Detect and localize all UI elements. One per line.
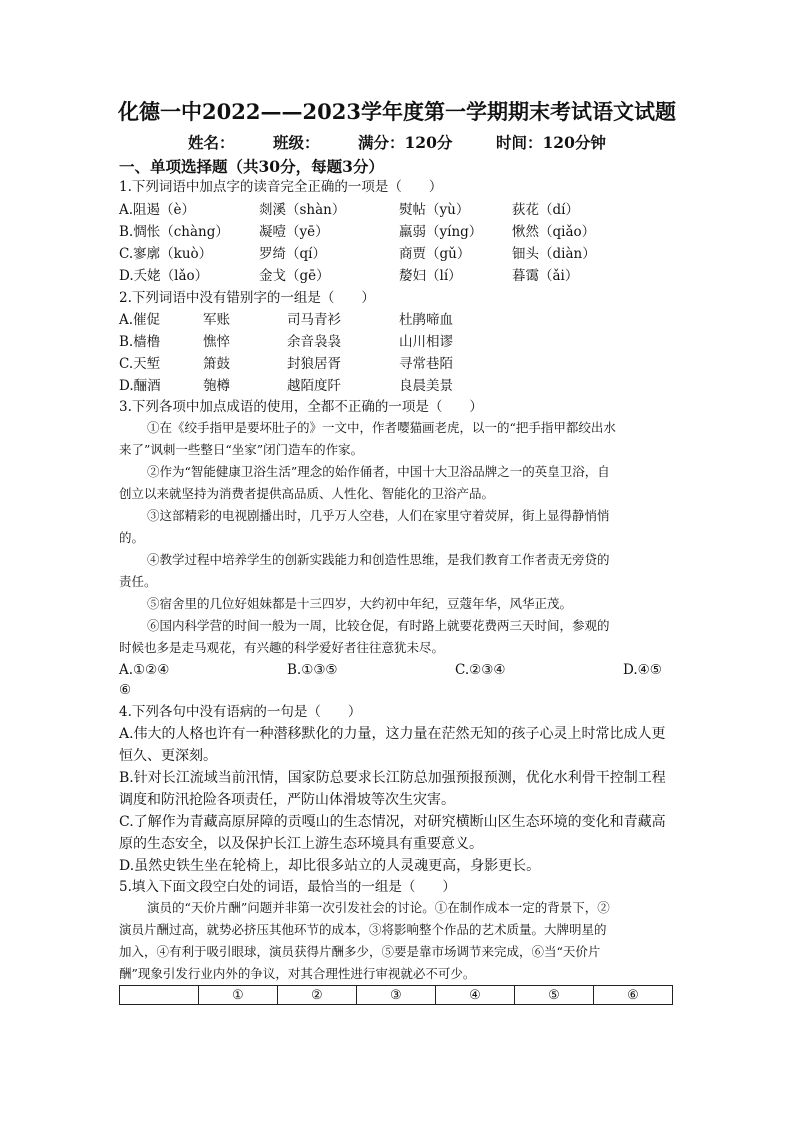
option-cell: 军账 xyxy=(203,312,230,328)
class-label: 班级： xyxy=(273,133,320,152)
question-3-stem: 3.下列各项中加点成语的使用，全都不正确的一项是（ ） xyxy=(119,399,483,415)
option-cell: 嫠妇（lí） xyxy=(399,268,462,284)
option-cell: 箫鼓 xyxy=(203,356,230,372)
table-cell: ⑤ xyxy=(514,986,593,1005)
option-cell: D.夭姥（lǎo） xyxy=(119,268,209,284)
option-cell: A.①②④ xyxy=(119,662,170,678)
question-4-line: C.了解作为青藏高原屏障的贡嘎山的生态情况，对研究横断山区生态环境的变化和青藏高 xyxy=(119,814,666,830)
question-3-line: 责任。 xyxy=(119,574,157,589)
score-label: 满分：120分 xyxy=(358,133,453,152)
option-cell: 余音袅袅 xyxy=(287,334,341,350)
option-cell: C.天堑 xyxy=(119,356,161,372)
table-row xyxy=(120,986,673,1005)
question-5-line: 酬”现象引发行业内外的争议，对其合理性进行审视就必不可少。 xyxy=(119,966,476,981)
option-cell: 司马青衫 xyxy=(287,312,341,328)
option-cell: 罗绮（qí） xyxy=(259,246,326,262)
question-4-line: 调度和防汛抢险各项责任，严防山体滑坡等次生灾害。 xyxy=(119,792,455,808)
question-4-line: 恒久、更深刻。 xyxy=(119,748,217,764)
question-4-line: D.虽然史铁生坐在轮椅上，却比很多站立的人灵魂更高，身影更长。 xyxy=(119,858,541,874)
table-cell: ⑥ xyxy=(593,986,672,1005)
option-cell: 剡溪（shàn） xyxy=(259,202,346,218)
question-3-line: ③这部精彩的电视剧播出时，几乎万人空巷，人们在家里守着荧屏，街上显得静悄悄 xyxy=(147,508,610,523)
option-cell: 钿头（diàn） xyxy=(512,246,596,262)
question-5-stem: 5.填入下面文段空白处的词语，最恰当的一组是（ ） xyxy=(119,879,456,895)
question-3-line: 时候也多是走马观花，有兴趣的科学爱好者往往意犹未尽。 xyxy=(119,640,445,655)
answer-table xyxy=(119,985,673,1005)
option-cell: 越陌度阡 xyxy=(287,378,341,394)
option-cell: A.阻遏（è） xyxy=(119,202,196,218)
question-3-line: ④教学过程中培养学生的创新实践能力和创造性思维，是我们教育工作者责无旁贷的 xyxy=(147,552,610,567)
table-cell: ④ xyxy=(435,986,514,1005)
option-cell: 寻常巷陌 xyxy=(399,356,453,372)
table-cell: ③ xyxy=(356,986,435,1005)
question-1-stem: 1.下列词语中加点字的读音完全正确的一项是（ ） xyxy=(119,179,443,195)
question-3-line: ②作为“智能健康卫浴生活”理念的始作俑者，中国十大卫浴品牌之一的英皇卫浴，自 xyxy=(147,464,610,479)
option-cell: 匏樽 xyxy=(203,378,230,394)
option-cell: 金戈（gē） xyxy=(259,268,330,284)
question-3-line: 创立以来就坚持为消费者提供高品质、人性化、智能化的卫浴产品。 xyxy=(119,486,495,501)
question-4-line: A.伟大的人格也许有一种潜移默化的力量，这力量在茫然无知的孩子心灵上时常比成人更 xyxy=(119,726,666,742)
question-3-line: ⑥国内科学营的时间一般为一周，比较仓促，有时路上就要花费两三天时间，参观的 xyxy=(147,618,610,633)
question-5-line: 加入，④有利于吸引眼球，演员获得片酬多少，⑤要是靠市场调节来完成，⑥当“天价片 xyxy=(119,944,601,959)
option-cell: 商贾（gǔ） xyxy=(399,246,471,262)
option-cell: 封狼居胥 xyxy=(287,356,341,372)
question-3-line: 来了”讽刺一些整日“坐家”闭门造车的作家。 xyxy=(119,442,364,457)
question-3-line: 的。 xyxy=(119,530,145,545)
option-cell: 憔悴 xyxy=(203,334,230,350)
question-3-line: ①在《绞手指甲是要坏肚子的》一文中，作者嘤猫画老虎，以一的“把手指甲都绞出水 xyxy=(147,420,616,435)
option-cell: 凝噎（yē） xyxy=(259,224,329,240)
option-cell: C.②③④ xyxy=(455,662,506,678)
option-cell: B.①③⑤ xyxy=(287,662,338,678)
option-cell: 山川相谬 xyxy=(399,334,453,350)
option-cell: D.④⑤ xyxy=(623,662,662,678)
question-5-line: 演员的“天价片酬”问题并非第一次引发社会的讨论。①在制作成本一定的背景下，② xyxy=(147,900,610,915)
option-cell: B.樯橹 xyxy=(119,334,161,350)
question-4-stem: 4.下列各句中没有语病的一句是（ ） xyxy=(119,704,362,720)
option-cell: 暮霭（ǎi） xyxy=(512,268,579,284)
option-cell: 杜鹃啼血 xyxy=(399,312,453,328)
table-cell: ① xyxy=(198,986,277,1005)
question-3-option-wrap: ⑥ xyxy=(119,682,132,698)
table-cell xyxy=(120,986,199,1005)
option-cell: D.酾酒 xyxy=(119,378,161,394)
option-cell: 羸弱（yíng） xyxy=(399,224,483,240)
option-cell: 良晨美景 xyxy=(399,378,453,394)
option-cell: 荻花（dí） xyxy=(512,202,579,218)
option-cell: 愀然（qiǎo） xyxy=(512,224,596,240)
time-label: 时间：120分钟 xyxy=(496,133,606,152)
question-3-line: ⑤宿舍里的几位好姐妹都是十三四岁，大约初中年纪，豆蔻年华，风华正茂。 xyxy=(147,596,573,611)
question-5-line: 演员片酬过高，就势必挤压其他环节的成本，③将影响整个作品的艺术质量。大牌明星的 xyxy=(119,922,607,937)
table-cell: ② xyxy=(277,986,356,1005)
name-label: 姓名： xyxy=(188,133,235,152)
option-cell: A.催促 xyxy=(119,312,161,328)
option-cell: B.惆怅（chàng） xyxy=(119,224,229,240)
exam-title: 化德一中2022——2023学年度第一学期期末考试语文试题 xyxy=(118,99,676,124)
section-heading: 一、单项选择题（共30分，每题3分） xyxy=(119,157,384,176)
option-cell: 熨帖（yù） xyxy=(399,202,470,218)
question-4-line: B.针对长江流域当前汛情，国家防总要求长江防总加强预报预测，优化水利骨干控制工程 xyxy=(119,770,666,786)
question-4-line: 原的生态安全，以及保护长江上游生态环境具有重要意义。 xyxy=(119,836,483,852)
question-2-stem: 2.下列词语中没有错别字的一组是（ ） xyxy=(119,290,375,306)
option-cell: C.寥廓（kuò） xyxy=(119,246,213,262)
